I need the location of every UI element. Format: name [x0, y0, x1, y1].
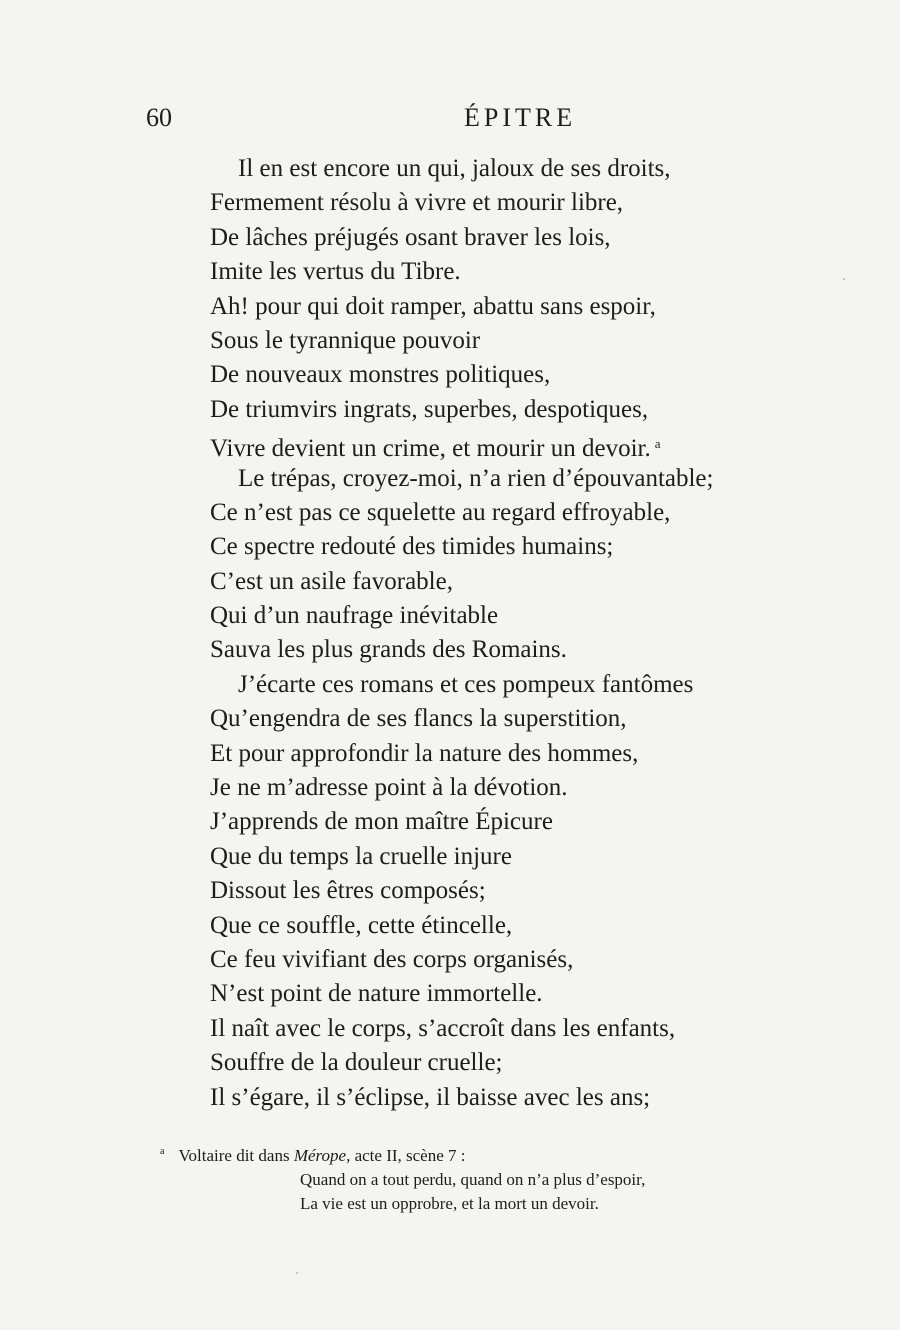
footnote-intro-tail: acte II, scène 7 : — [350, 1146, 466, 1165]
verse-text: Sous le tyrannique pouvoir — [210, 326, 481, 354]
verse-text: De nouveaux monstres politiques, — [210, 361, 551, 389]
verse-text: Dissout les êtres composés; — [210, 877, 486, 905]
footnote-work-title: Mérope, — [293, 1146, 351, 1165]
verse-line — [210, 324, 830, 358]
footnote-marker: a — [160, 1146, 165, 1157]
verse-text: Il en est encore un qui, jaloux de ses droits, — [238, 155, 671, 182]
verse-text: Vivre devient un crime, et mourir un devoir. — [210, 434, 651, 462]
verse-line — [210, 874, 830, 908]
verse-text: Il naît avec le corps, s’accroît dans les enfants, — [210, 1014, 676, 1042]
verse-line — [210, 427, 830, 461]
verse-line — [210, 565, 830, 599]
verse-line — [210, 221, 830, 255]
footnote-reference: a — [654, 436, 661, 452]
verse-line — [210, 393, 830, 427]
verse-line — [210, 530, 830, 564]
verse-text: J’écarte ces romans et ces pompeux fantômes — [238, 670, 694, 698]
footnote-quote — [160, 1168, 780, 1216]
page-number: 60 — [146, 103, 172, 132]
verse-line — [210, 462, 830, 496]
verse-text: Sauva les plus grands des Romains. — [210, 636, 567, 664]
verse-text: Il s’égare, il s’éclipse, il baisse avec les ans; — [210, 1083, 651, 1111]
footnote-intro-text: Voltaire dit dans — [178, 1146, 294, 1165]
footnote-quote-line: Quand on a tout perdu, quand on n’a plus d’espoir, — [300, 1170, 646, 1189]
verse-line — [210, 186, 830, 220]
verse-text: Que ce souffle, cette étincelle, — [210, 911, 513, 939]
verse-text: Le trépas, croyez-moi, n’a rien d’épouvantable; — [238, 464, 714, 492]
verse-line — [210, 358, 830, 392]
verse-line — [210, 702, 830, 736]
verse-text: N’est point de nature immortelle. — [210, 980, 543, 1008]
verse-line — [210, 290, 830, 324]
verse-line — [210, 633, 830, 667]
verse-line — [210, 805, 830, 839]
verse-line — [210, 599, 830, 633]
verse-text: Ce n’est pas ce squelette au regard effroyable, — [210, 498, 671, 526]
verse-text: Et pour approfondir la nature des hommes, — [210, 739, 639, 767]
running-title: ÉPITRE — [464, 103, 577, 132]
verse-line — [210, 771, 830, 805]
verse-text: De triumvirs ingrats, superbes, despotiques, — [210, 395, 649, 423]
verse-line — [210, 840, 830, 874]
paper-speck — [843, 278, 845, 280]
verse-text: De lâches préjugés osant braver les lois, — [210, 223, 611, 251]
verse-text: Fermement résolu à vivre et mourir libre, — [210, 189, 624, 217]
verse-line — [210, 152, 830, 186]
verse-line — [210, 1012, 830, 1046]
verse-text: Ce feu vivifiant des corps organisés, — [210, 945, 574, 973]
verse-text: C’est un asile favorable, — [210, 567, 453, 595]
verse-line — [210, 943, 830, 977]
verse-text: Ah! pour qui doit ramper, abattu sans espoir, — [210, 292, 656, 320]
verse-line — [210, 977, 830, 1011]
verse-line — [210, 255, 830, 289]
verse-line — [210, 496, 830, 530]
verse-text: Ce spectre redouté des timides humains; — [210, 533, 614, 561]
verse-text: J’apprends de mon maître Épicure — [210, 808, 553, 836]
footnote — [160, 1140, 780, 1216]
verse-text: Que du temps la cruelle injure — [210, 842, 512, 870]
footnote-quote-line: La vie est un opprobre, et la mort un devoir. — [300, 1194, 599, 1213]
verse-line — [210, 668, 830, 702]
verse-text: Imite les vertus du Tibre. — [210, 258, 461, 286]
verse-text: Souffre de la douleur cruelle; — [210, 1049, 503, 1077]
poem-body — [210, 152, 830, 1115]
verse-text: Qui d’un naufrage inévitable — [210, 602, 499, 630]
verse-text: Qu’engendra de ses flancs la superstition, — [210, 705, 627, 733]
verse-text: Je ne m’adresse point à la dévotion. — [210, 774, 568, 802]
verse-line — [210, 737, 830, 771]
paper-speck — [296, 1272, 298, 1274]
verse-line — [210, 909, 830, 943]
verse-line — [210, 1046, 830, 1080]
footnote-intro — [160, 1140, 780, 1168]
verse-line — [210, 1081, 830, 1115]
